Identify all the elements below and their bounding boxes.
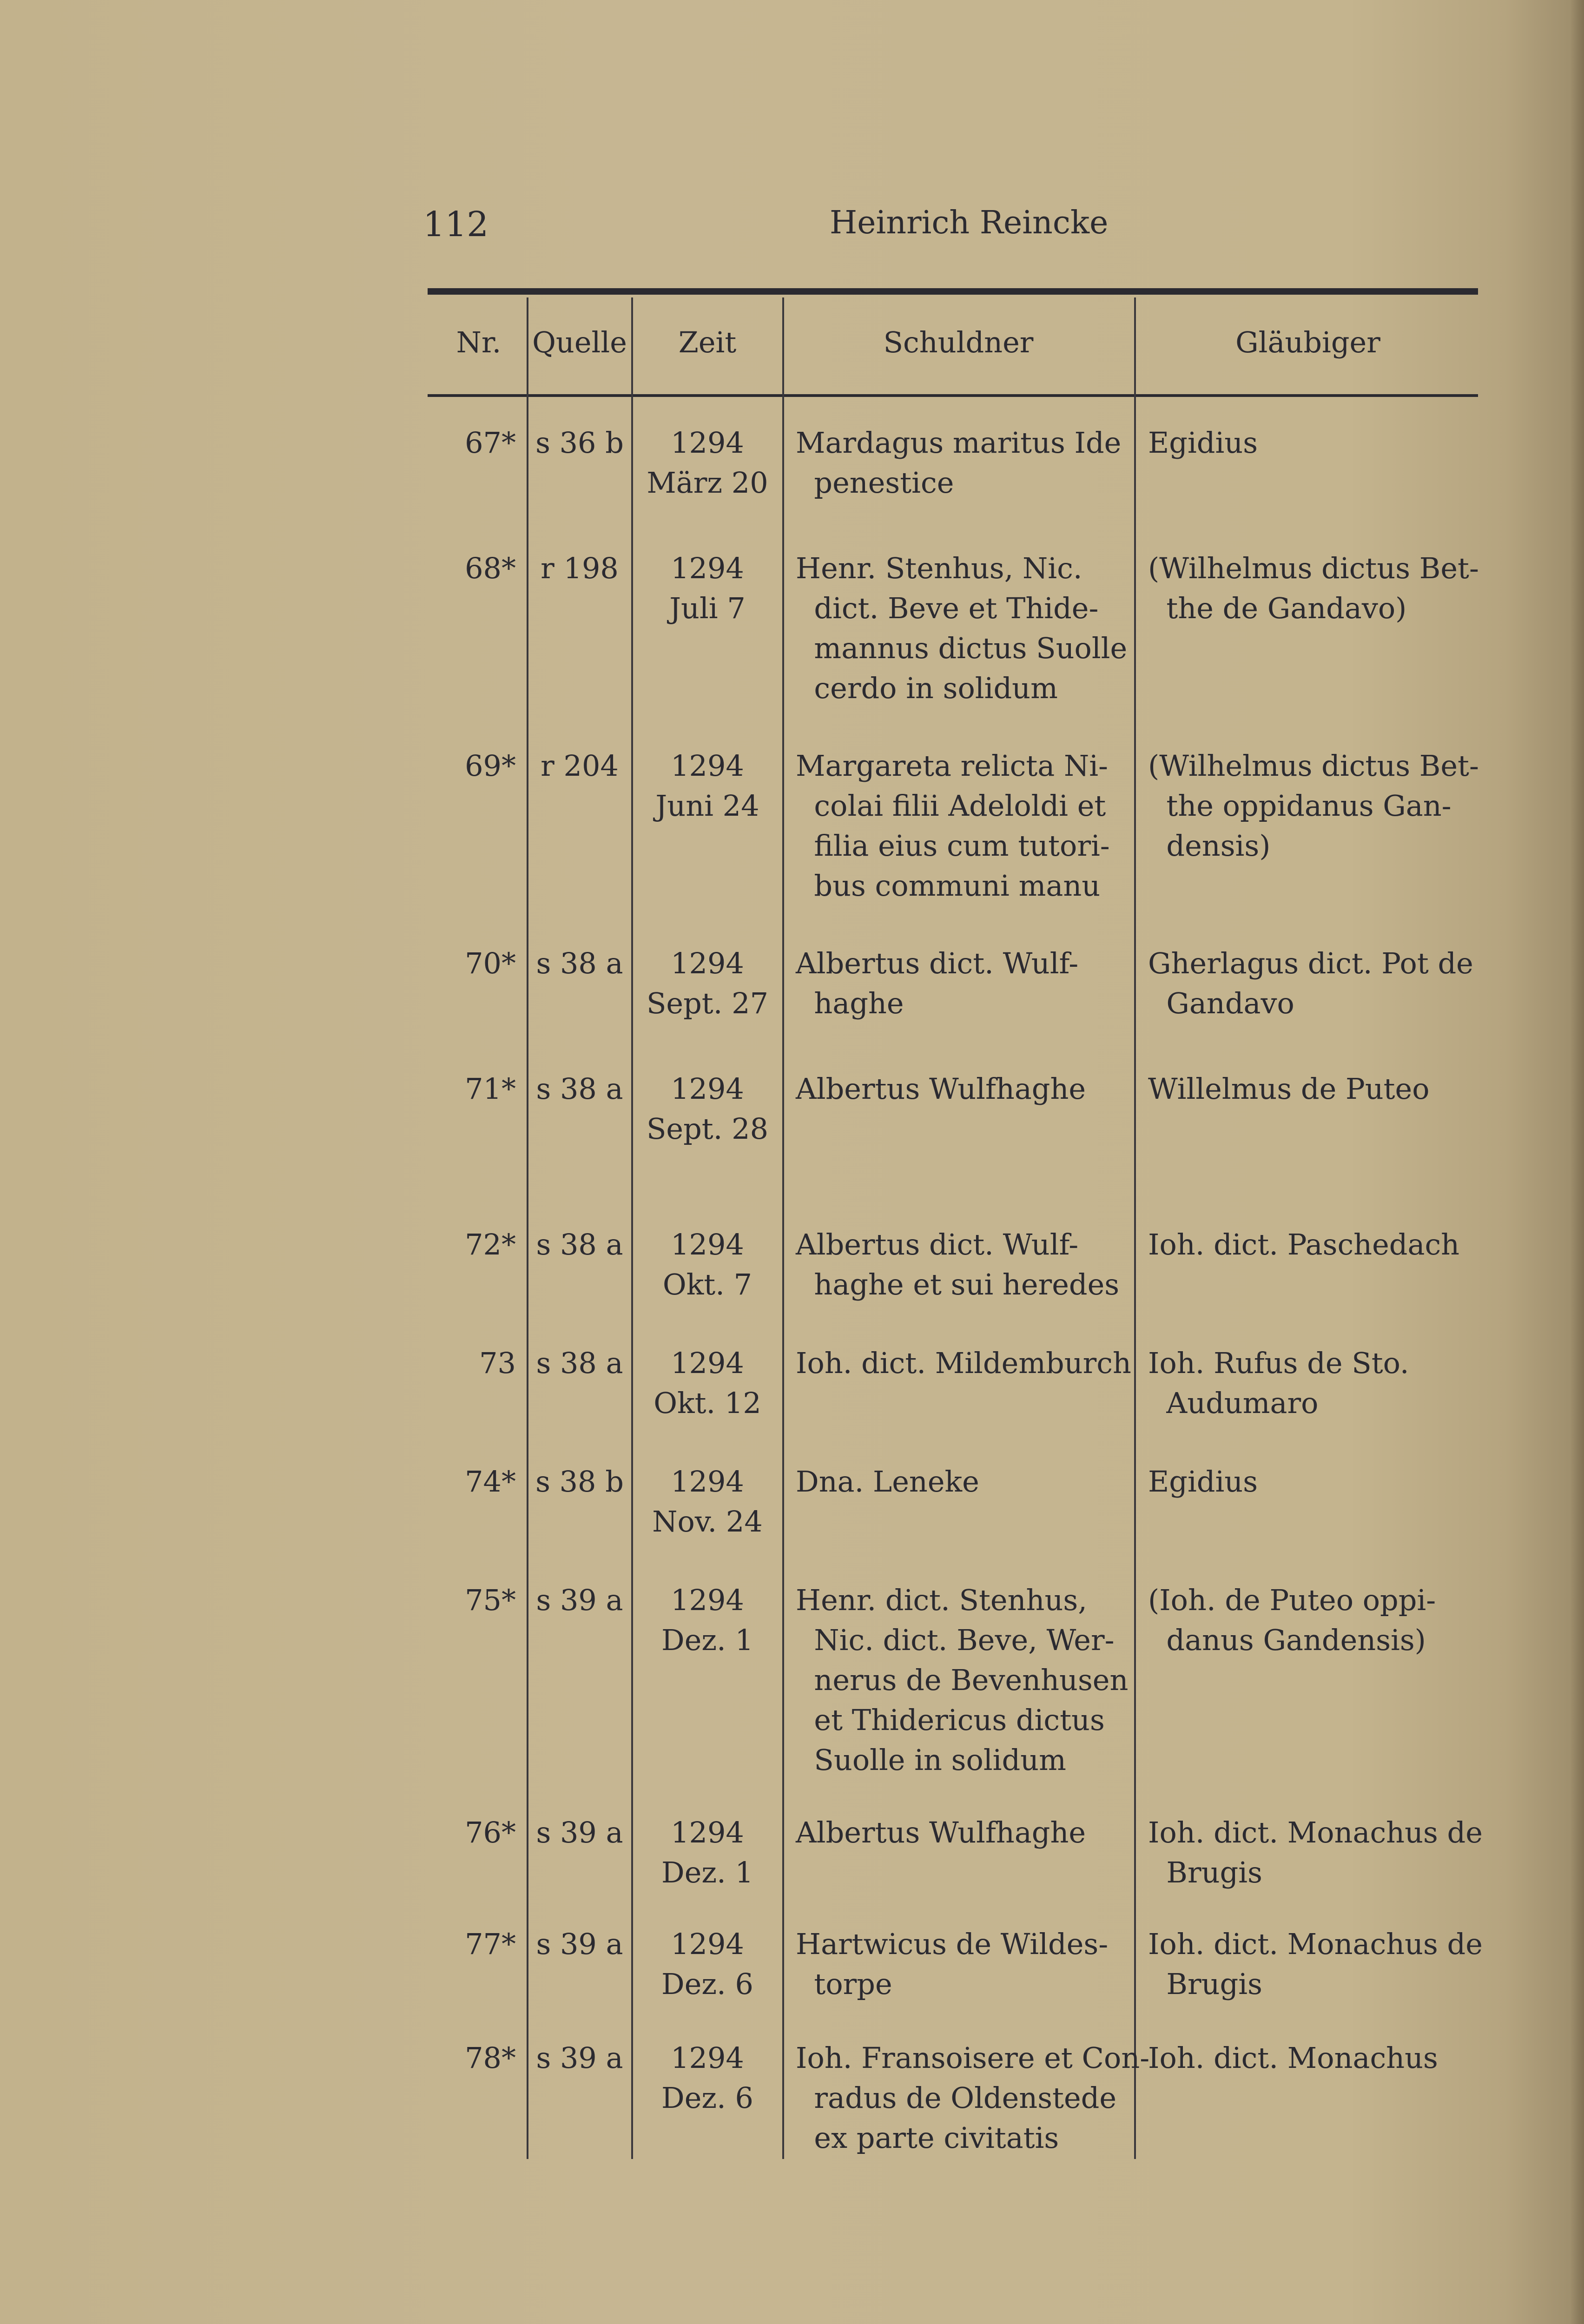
row-quelle: r 204: [541, 749, 619, 783]
row-glaeubiger: Egidius: [1148, 1465, 1258, 1499]
row-nr: 67*: [465, 426, 516, 460]
running-title: Heinrich Reincke: [830, 205, 1109, 241]
row-zeit: 1294 Dez. 6: [661, 1927, 753, 2001]
row-glaeubiger: Ioh. dict. Monachus de Brugis: [1148, 1927, 1483, 2001]
row-nr: 70*: [465, 946, 516, 980]
row-quelle: s 38 a: [536, 1228, 623, 1261]
row-glaeubiger: Gherlagus dict. Pot de Gandavo: [1148, 946, 1473, 1020]
row-nr: 71*: [465, 1072, 516, 1106]
page-edge-shadow: [1570, 0, 1584, 2324]
row-quelle: s 38 a: [536, 1346, 623, 1380]
row-zeit: 1294 Juli 7: [669, 551, 746, 625]
row-schuldner: Hartwicus de Wildes- torpe: [796, 1927, 1109, 2001]
row-glaeubiger: Ioh. dict. Monachus: [1148, 2041, 1438, 2075]
row-nr: 74*: [465, 1465, 516, 1499]
row-schuldner: Mardagus maritus Ide penestice: [796, 426, 1122, 500]
row-zeit: 1294 Dez. 6: [661, 2041, 753, 2115]
row-schuldner: Margareta relicta Ni- colai filii Adeloldi et filia eius cum tutori- bus communi manu: [796, 749, 1110, 903]
row-schuldner: Ioh. dict. Mildemburch: [796, 1346, 1131, 1380]
row-quelle: s 36 b: [535, 426, 624, 460]
row-zeit: 1294 Dez. 1: [661, 1816, 753, 1889]
page-number: 112: [423, 205, 489, 244]
row-quelle: s 39 a: [536, 1927, 623, 1961]
row-glaeubiger: (Wilhelmus dictus Bet- the oppidanus Gan- densis): [1148, 749, 1479, 863]
row-nr: 77*: [465, 1927, 516, 1961]
row-quelle: r 198: [541, 551, 619, 585]
row-schuldner: Henr. Stenhus, Nic. dict. Beve et Thide- mannus dictus Suolle cerdo in solidum: [796, 551, 1128, 705]
col-header-zeit: Zeit: [678, 325, 737, 359]
row-quelle: s 38 a: [536, 1072, 623, 1106]
row-glaeubiger: Egidius: [1148, 426, 1258, 460]
table-header-rule: [428, 394, 1478, 397]
row-schuldner: Albertus Wulfhaghe: [796, 1816, 1086, 1849]
row-glaeubiger: (Ioh. de Puteo oppi- danus Gandensis): [1148, 1583, 1436, 1657]
row-zeit: 1294 Juni 24: [655, 749, 759, 823]
row-glaeubiger: Willelmus de Puteo: [1148, 1072, 1430, 1106]
row-nr: 68*: [465, 551, 516, 585]
row-glaeubiger: Ioh. dict. Paschedach: [1148, 1228, 1460, 1261]
row-quelle: s 38 b: [535, 1465, 624, 1499]
row-schuldner: Henr. dict. Stenhus, Nic. dict. Beve, Wer- nerus de Bevenhusen et Thidericus dictus Suolle in solidum: [796, 1583, 1129, 1777]
row-zeit: 1294 Okt. 7: [662, 1228, 752, 1301]
row-zeit: 1294 Sept. 28: [646, 1072, 769, 1146]
row-zeit: 1294 März 20: [647, 426, 768, 500]
col-header-schuldner: Schuldner: [883, 325, 1034, 359]
row-schuldner: Albertus Wulfhaghe: [796, 1072, 1086, 1106]
row-schuldner: Albertus dict. Wulf- haghe: [796, 946, 1079, 1020]
row-zeit: 1294 Sept. 27: [646, 946, 769, 1020]
row-quelle: s 39 a: [536, 2041, 623, 2075]
table-top-rule: [428, 288, 1478, 295]
row-glaeubiger: Ioh. Rufus de Sto. Audumaro: [1148, 1346, 1409, 1420]
row-nr: 75*: [465, 1583, 516, 1617]
row-nr: 78*: [465, 2041, 516, 2075]
row-nr: 73: [479, 1346, 516, 1380]
col-header-quelle: Quelle: [532, 325, 627, 359]
row-nr: 72*: [465, 1228, 516, 1261]
row-glaeubiger: (Wilhelmus dictus Bet- the de Gandavo): [1148, 551, 1479, 625]
row-glaeubiger: Ioh. dict. Monachus de Brugis: [1148, 1816, 1483, 1889]
row-nr: 76*: [465, 1816, 516, 1849]
row-schuldner: Albertus dict. Wulf- haghe et sui heredes: [796, 1228, 1120, 1301]
row-quelle: s 39 a: [536, 1583, 623, 1617]
row-schuldner: Dna. Leneke: [796, 1465, 979, 1499]
row-schuldner: Ioh. Fransoisere et Con- radus de Oldenstede ex parte civitatis: [796, 2041, 1150, 2155]
row-zeit: 1294 Nov. 24: [652, 1465, 763, 1538]
col-header-nr: Nr.: [456, 325, 502, 359]
col-header-glaeubiger: Gläubiger: [1235, 325, 1380, 359]
page-header: [0, 205, 1584, 246]
row-nr: 69*: [465, 749, 516, 783]
row-zeit: 1294 Dez. 1: [661, 1583, 753, 1657]
row-quelle: s 39 a: [536, 1816, 623, 1849]
row-zeit: 1294 Okt. 12: [653, 1346, 761, 1420]
row-quelle: s 38 a: [536, 946, 623, 980]
column-divider-zeit: [782, 297, 784, 2159]
